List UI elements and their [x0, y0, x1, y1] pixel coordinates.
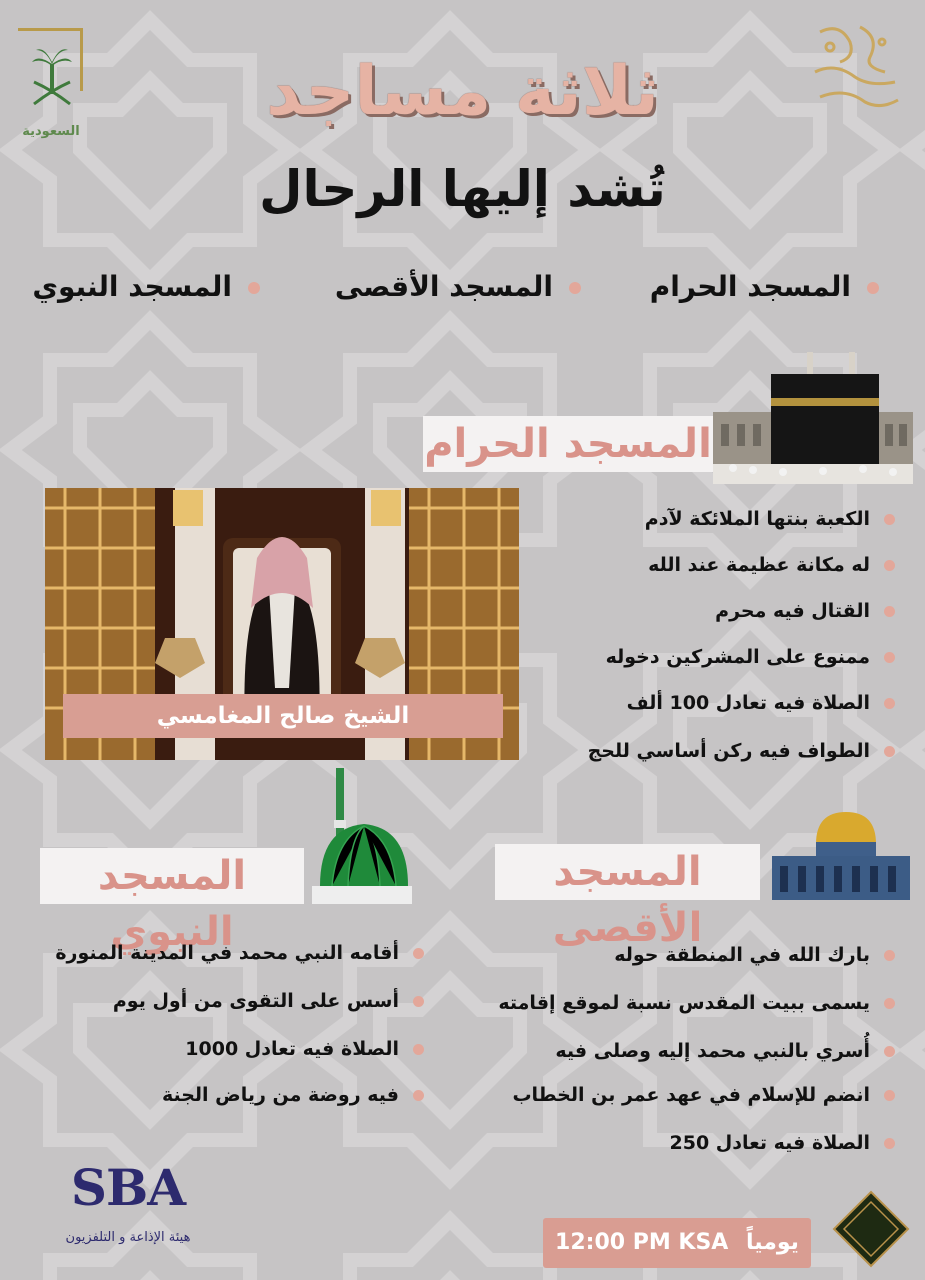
- bullet-icon: [884, 1046, 895, 1057]
- nabawi-heading: المسجد النبوي: [40, 848, 304, 904]
- broadcast-time-badge: [543, 1218, 811, 1268]
- top-list-item-aqsa: المسجد الأقصى: [336, 270, 581, 303]
- program-emblem: [832, 1190, 910, 1268]
- haram-fact: الصلاة فيه تعادل 100 ألف: [530, 692, 895, 714]
- page-title: ثلاثة مساجد: [266, 52, 659, 131]
- bullet-icon: [569, 282, 581, 294]
- sba-logo: [48, 1160, 208, 1270]
- haram-fact: القتال فيه محرم: [530, 600, 895, 622]
- sba-name: هيئة الإذاعة و التلفزيون: [65, 1230, 191, 1245]
- sba-logo-mark: SBA: [70, 1158, 186, 1217]
- top-list-item-haram: المسجد الحرام: [664, 270, 879, 303]
- haram-heading: المسجد الحرام: [423, 416, 713, 472]
- saudi-logo-text: السعودية: [22, 124, 80, 139]
- page-subtitle: تُشد إليها الرحال: [259, 160, 666, 218]
- bullet-icon: [884, 652, 895, 663]
- haram-fact: الطواف فيه ركن أساسي للحج: [530, 740, 895, 762]
- dome-of-rock-image: [768, 808, 914, 904]
- top-list-item-nabawi: المسجد النبوي: [40, 270, 260, 303]
- bullet-icon: [884, 606, 895, 617]
- bullet-icon: [413, 996, 424, 1007]
- speaker-name-banner: الشيخ صالح المغامسي: [63, 694, 503, 738]
- nabawi-fact: فيه روضة من رياض الجنة: [20, 1084, 424, 1106]
- bullet-icon: [884, 746, 895, 757]
- bullet-icon: [884, 950, 895, 961]
- kaaba-image: [713, 352, 913, 484]
- diamond-emblem-icon: [832, 1190, 910, 1268]
- bullet-icon: [867, 282, 879, 294]
- aqsa-fact: الصلاة فيه تعادل 250: [470, 1132, 895, 1154]
- nabawi-fact: أقامه النبي محمد في المدينة المنورة: [20, 942, 424, 964]
- haram-fact: الكعبة بنتها الملائكة لآدم: [530, 508, 895, 530]
- bullet-icon: [413, 1044, 424, 1055]
- haram-fact: له مكانة عظيمة عند الله: [530, 554, 895, 576]
- bullet-icon: [884, 698, 895, 709]
- bullet-icon: [413, 948, 424, 959]
- bullet-icon: [884, 1138, 895, 1149]
- bullet-icon: [884, 998, 895, 1009]
- video-still: [45, 488, 519, 760]
- bullet-icon: [413, 1090, 424, 1101]
- nabawi-fact: الصلاة فيه تعادل 1000: [20, 1038, 424, 1060]
- bullet-icon: [248, 282, 260, 294]
- nabawi-fact: أسس على التقوى من أول يوم: [20, 990, 424, 1012]
- aqsa-fact: أُسري بالنبي محمد إليه وصلى فيه: [470, 1040, 895, 1062]
- haram-fact: ممنوع على المشركين دخوله: [530, 646, 895, 668]
- aqsa-fact: انضم للإسلام في عهد عمر بن الخطاب: [470, 1084, 895, 1106]
- broadcast-time: 12:00 PM KSA: [555, 1230, 729, 1255]
- aqsa-fact: يسمى ببيت المقدس نسبة لموقع إقامته: [470, 992, 895, 1014]
- bullet-icon: [884, 1090, 895, 1101]
- green-dome-image: [312, 768, 412, 904]
- aqsa-fact: بارك الله في المنطقة حوله: [470, 944, 895, 966]
- bullet-icon: [884, 514, 895, 525]
- aqsa-heading: المسجد الأقصى: [495, 844, 760, 900]
- broadcast-daily: يومياً: [746, 1230, 799, 1255]
- bullet-icon: [884, 560, 895, 571]
